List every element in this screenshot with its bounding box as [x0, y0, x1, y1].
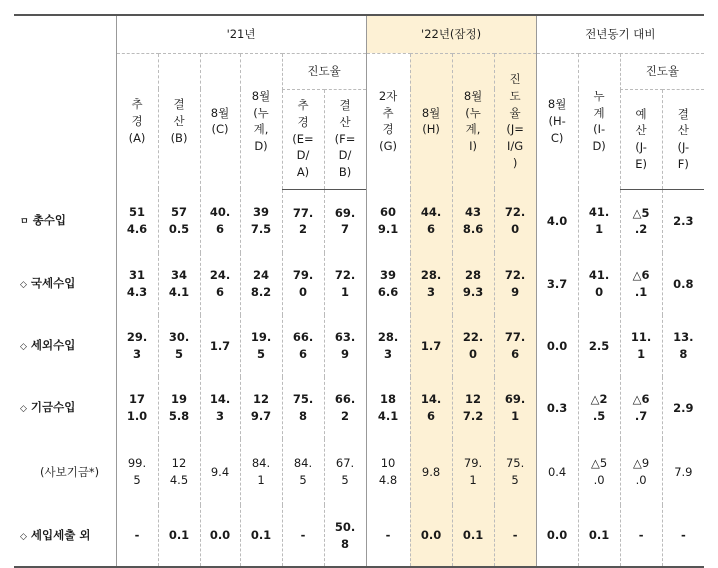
group-header-2021: '21년 [116, 15, 366, 53]
table-row [14, 439, 704, 505]
table-cell: 60 9.1 [366, 189, 410, 253]
row-marker: ㅁ [20, 217, 29, 228]
table-cell: 66. 2 [324, 377, 366, 439]
table-cell: 63. 9 [324, 315, 366, 377]
table-cell: 43 8.6 [452, 189, 494, 253]
row-label-cell [14, 377, 116, 439]
table-cell: 0.0 [200, 505, 240, 567]
table-cell: 79. 1 [452, 439, 494, 505]
table-cell: 34 4.1 [158, 253, 200, 315]
col-header: 2자 추 경 (G) [366, 53, 410, 189]
table-cell: 69. 1 [494, 377, 536, 439]
table-cell: 41. 0 [578, 253, 620, 315]
table-cell: 28. 3 [366, 315, 410, 377]
row-label-cell [14, 253, 116, 315]
col-header: 8월 (C) [200, 53, 240, 189]
col-header: 결 산 (F= D/ B) [324, 89, 366, 189]
table-cell: 0.1 [240, 505, 282, 567]
table-cell: 50. 8 [324, 505, 366, 567]
row-marker: ◇ [20, 342, 27, 353]
row-label: 기금수입 [30, 400, 76, 415]
col-header: 누 계 (I- D) [578, 53, 620, 189]
table-cell: △5 .2 [620, 189, 662, 253]
table-cell: 14. 6 [410, 377, 452, 439]
col-header: 추 경 (E= D/ A) [282, 89, 324, 189]
table-cell: △2 .5 [578, 377, 620, 439]
row-label-cell [14, 505, 116, 567]
table-cell: 72. 9 [494, 253, 536, 315]
table-row [14, 377, 704, 439]
table-cell: △5 .0 [578, 439, 620, 505]
col-header: 추 경 (A) [116, 53, 158, 189]
table-cell: 99. 5 [116, 439, 158, 505]
table-cell: 24. 6 [200, 253, 240, 315]
table-cell: 69. 7 [324, 189, 366, 253]
table-cell: 1.7 [410, 315, 452, 377]
table-cell: - [116, 505, 158, 567]
col-header: 결 산 (B) [158, 53, 200, 189]
table-cell: - [662, 505, 704, 567]
row-label-cell [14, 439, 116, 505]
table-cell: 0.3 [536, 377, 578, 439]
col-header: 8월 (누 계, I) [452, 53, 494, 189]
table-cell: - [366, 505, 410, 567]
table-cell: 0.1 [452, 505, 494, 567]
table-cell: 57 0.5 [158, 189, 200, 253]
table-cell: 84. 1 [240, 439, 282, 505]
table-cell: 51 4.6 [116, 189, 158, 253]
row-marker: ◇ [20, 280, 27, 291]
group-header-yoy: 전년동기 대비 [536, 15, 704, 53]
table-cell: △6 .1 [620, 253, 662, 315]
row-label: 국세수입 [30, 276, 76, 291]
table-cell: 14. 3 [200, 377, 240, 439]
col-header: 8월 (누 계, D) [240, 53, 282, 189]
table-cell: 67. 5 [324, 439, 366, 505]
table-cell: 0.1 [158, 505, 200, 567]
table-cell: 12 4.5 [158, 439, 200, 505]
table-cell: 72. 0 [494, 189, 536, 253]
table-cell: 24 8.2 [240, 253, 282, 315]
table-cell: 10 4.8 [366, 439, 410, 505]
table-cell: 31 4.3 [116, 253, 158, 315]
table-cell: 0.8 [662, 253, 704, 315]
table-cell: 28 9.3 [452, 253, 494, 315]
table-row [14, 315, 704, 377]
table-cell: 12 9.7 [240, 377, 282, 439]
table-cell: 0.0 [410, 505, 452, 567]
progress-header-2021: 진도율 [282, 53, 366, 89]
table-cell: 3.7 [536, 253, 578, 315]
table-cell: - [282, 505, 324, 567]
col-header: 결 산 (J- F) [662, 89, 704, 189]
table-cell: 2.9 [662, 377, 704, 439]
row-label: (사보기금*) [40, 464, 100, 479]
row-label-cell [14, 189, 116, 253]
table-cell: △9 .0 [620, 439, 662, 505]
row-label: 세입세출 외 [30, 527, 91, 542]
table-cell: 39 7.5 [240, 189, 282, 253]
table-cell: 22. 0 [452, 315, 494, 377]
table-cell: 0.0 [536, 505, 578, 567]
table-cell: 11. 1 [620, 315, 662, 377]
table-cell: 40. 6 [200, 189, 240, 253]
table-cell: 12 7.2 [452, 377, 494, 439]
table-row [14, 505, 704, 567]
table-cell: 19. 5 [240, 315, 282, 377]
table-cell: 18 4.1 [366, 377, 410, 439]
table-row [14, 253, 704, 315]
table-cell: 13. 8 [662, 315, 704, 377]
table-cell: 17 1.0 [116, 377, 158, 439]
table-cell: 39 6.6 [366, 253, 410, 315]
table-cell: 0.4 [536, 439, 578, 505]
table-cell: 77. 6 [494, 315, 536, 377]
table-cell: 7.9 [662, 439, 704, 505]
table-cell: 2.3 [662, 189, 704, 253]
table-cell: 79. 0 [282, 253, 324, 315]
col-header: 예 산 (J- E) [620, 89, 662, 189]
table-cell: 72. 1 [324, 253, 366, 315]
table-cell: 41. 1 [578, 189, 620, 253]
table-cell: 66. 6 [282, 315, 324, 377]
table-cell: 1.7 [200, 315, 240, 377]
corner-cell [14, 15, 116, 189]
table-cell: △6 .7 [620, 377, 662, 439]
table-cell: 75. 8 [282, 377, 324, 439]
table-row [14, 189, 704, 253]
table-cell: - [494, 505, 536, 567]
row-label: 총수입 [32, 213, 67, 228]
row-label-cell [14, 315, 116, 377]
table-cell: 4.0 [536, 189, 578, 253]
col-header: 진 도 율 (J= I/G ) [494, 53, 536, 189]
table-body [14, 189, 704, 567]
row-marker: ◇ [20, 531, 27, 542]
table-cell: 44. 6 [410, 189, 452, 253]
table-cell: 9.4 [200, 439, 240, 505]
row-marker: ◇ [20, 404, 27, 415]
table-cell: 19 5.8 [158, 377, 200, 439]
table-cell: - [620, 505, 662, 567]
table-cell: 30. 5 [158, 315, 200, 377]
table-cell: 75. 5 [494, 439, 536, 505]
progress-header-yoy: 진도율 [620, 53, 704, 89]
table-cell: 84. 5 [282, 439, 324, 505]
table-cell: 28. 3 [410, 253, 452, 315]
table-cell: 77. 2 [282, 189, 324, 253]
table-cell: 2.5 [578, 315, 620, 377]
group-header-2022: '22년(잠정) [366, 15, 536, 53]
table-cell: 9.8 [410, 439, 452, 505]
table-cell: 0.0 [536, 315, 578, 377]
row-label: 세외수입 [30, 338, 76, 353]
revenue-progress-table [14, 14, 704, 568]
table-cell: 29. 3 [116, 315, 158, 377]
col-header: 8월 (H) [410, 53, 452, 189]
table-cell: 0.1 [578, 505, 620, 567]
col-header: 8월 (H- C) [536, 53, 578, 189]
